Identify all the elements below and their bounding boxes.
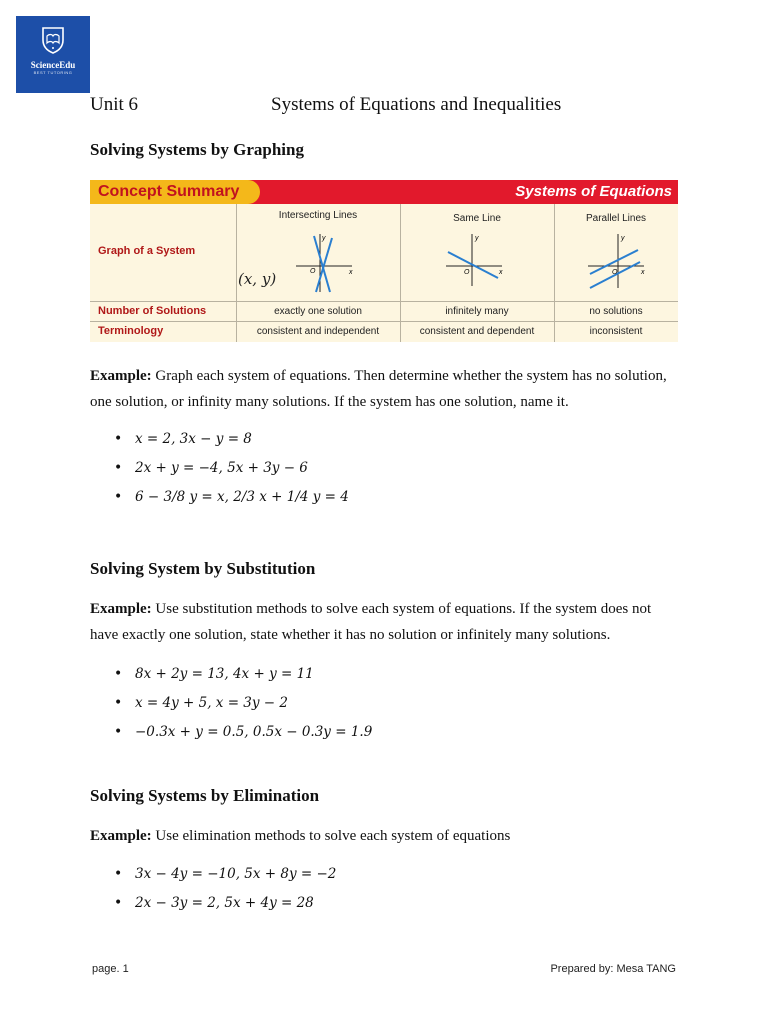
cell-terminology-intersecting: consistent and independent: [256, 326, 380, 337]
equation-list-substitution: [90, 660, 650, 747]
cell-solutions-same: infinitely many: [445, 306, 509, 317]
svg-text:y: y: [621, 235, 625, 242]
cell-terminology-parallel: inconsistent: [589, 326, 643, 337]
svg-text:x: x: [349, 269, 353, 276]
svg-text:x: x: [499, 269, 503, 276]
prepared-by: Prepared by: Mesa TANG: [550, 963, 676, 975]
equation-list-elimination: [90, 860, 650, 918]
graph-intersecting-lines: [292, 230, 356, 296]
page-number: page. 1: [92, 963, 129, 975]
logo-tagline: BEST TUTORING: [33, 70, 73, 75]
equation-item: • 8x + 2y = 13, 4x + y = 11: [90, 660, 650, 689]
example-label: Example:: [90, 368, 152, 384]
example-label: Example:: [90, 828, 152, 844]
equation-item: • 3x − 4y = −10, 5x + 8y = −2: [90, 860, 650, 889]
heading-substitution: Solving System by Substitution: [90, 559, 316, 578]
equation-item: • 2x + y = −4, 5x + 3y − 6: [90, 454, 650, 483]
column-parallel-lines: Parallel Lines: [585, 213, 647, 224]
equation-item: • 2x − 3y = 2, 5x + 4y = 28: [90, 889, 650, 918]
equation-list-graphing: [90, 425, 650, 512]
svg-text:y: y: [322, 235, 326, 242]
heading-elimination: Solving Systems by Elimination: [90, 786, 320, 805]
row-label-terminology: Terminology: [98, 325, 164, 337]
concept-summary-tab: Concept Summary: [90, 180, 260, 204]
heading-graphing: Solving Systems by Graphing: [90, 140, 304, 159]
equation-item: • −0.3x + y = 0.5, 0.5x − 0.3y = 1.9: [90, 718, 650, 747]
divider: [90, 301, 678, 302]
svg-text:O: O: [464, 269, 470, 276]
example-text: Use substitution methods to solve each system of equations. If the system does not have exactly one solution, state whether it has no solution or infinitely many solutions.: [90, 601, 652, 643]
scienceedu-logo: [16, 16, 90, 93]
example-text: Graph each system of equations. Then determine whether the system has no solution, one solution, or infinity many solutions. If the system has one solution, name it.: [90, 368, 667, 410]
cell-solutions-intersecting: exactly one solution: [274, 306, 362, 317]
svg-text:O: O: [310, 268, 316, 275]
example-substitution: [90, 596, 680, 648]
divider: [90, 321, 678, 322]
unit-title: Systems of Equations and Inequalities: [271, 94, 562, 115]
svg-text:y: y: [475, 235, 479, 242]
handwritten-note: (x, y): [238, 270, 277, 288]
svg-text:O: O: [612, 269, 618, 276]
equation-item: • x = 2, 3x − y = 8: [90, 425, 650, 454]
example-graphing: [90, 363, 680, 415]
logo-brand: ScienceEdu: [30, 60, 76, 70]
cell-terminology-same: consistent and dependent: [419, 326, 535, 337]
row-label-number-of-solutions: Number of Solutions: [98, 305, 207, 317]
shield-book-icon: [37, 24, 69, 56]
example-label: Example:: [90, 601, 152, 617]
graph-parallel-lines: [584, 230, 648, 292]
concept-summary-title: Systems of Equations: [515, 183, 672, 200]
example-elimination: [90, 823, 680, 849]
cell-solutions-parallel: no solutions: [589, 306, 643, 317]
equation-item: • 6 − 3/8 y = x, 2/3 x + 1/4 y = 4: [90, 483, 650, 512]
row-label-graph: Graph of a System: [98, 245, 196, 257]
unit-number: Unit 6: [90, 94, 139, 115]
svg-text:x: x: [641, 269, 645, 276]
concept-summary-table: [90, 180, 678, 342]
example-text: Use elimination methods to solve each system of equations: [151, 828, 511, 844]
column-intersecting-lines: Intersecting Lines: [278, 210, 358, 221]
graph-same-line: [442, 230, 506, 290]
equation-item: • x = 4y + 5, x = 3y − 2: [90, 689, 650, 718]
column-same-line: Same Line: [453, 213, 501, 224]
